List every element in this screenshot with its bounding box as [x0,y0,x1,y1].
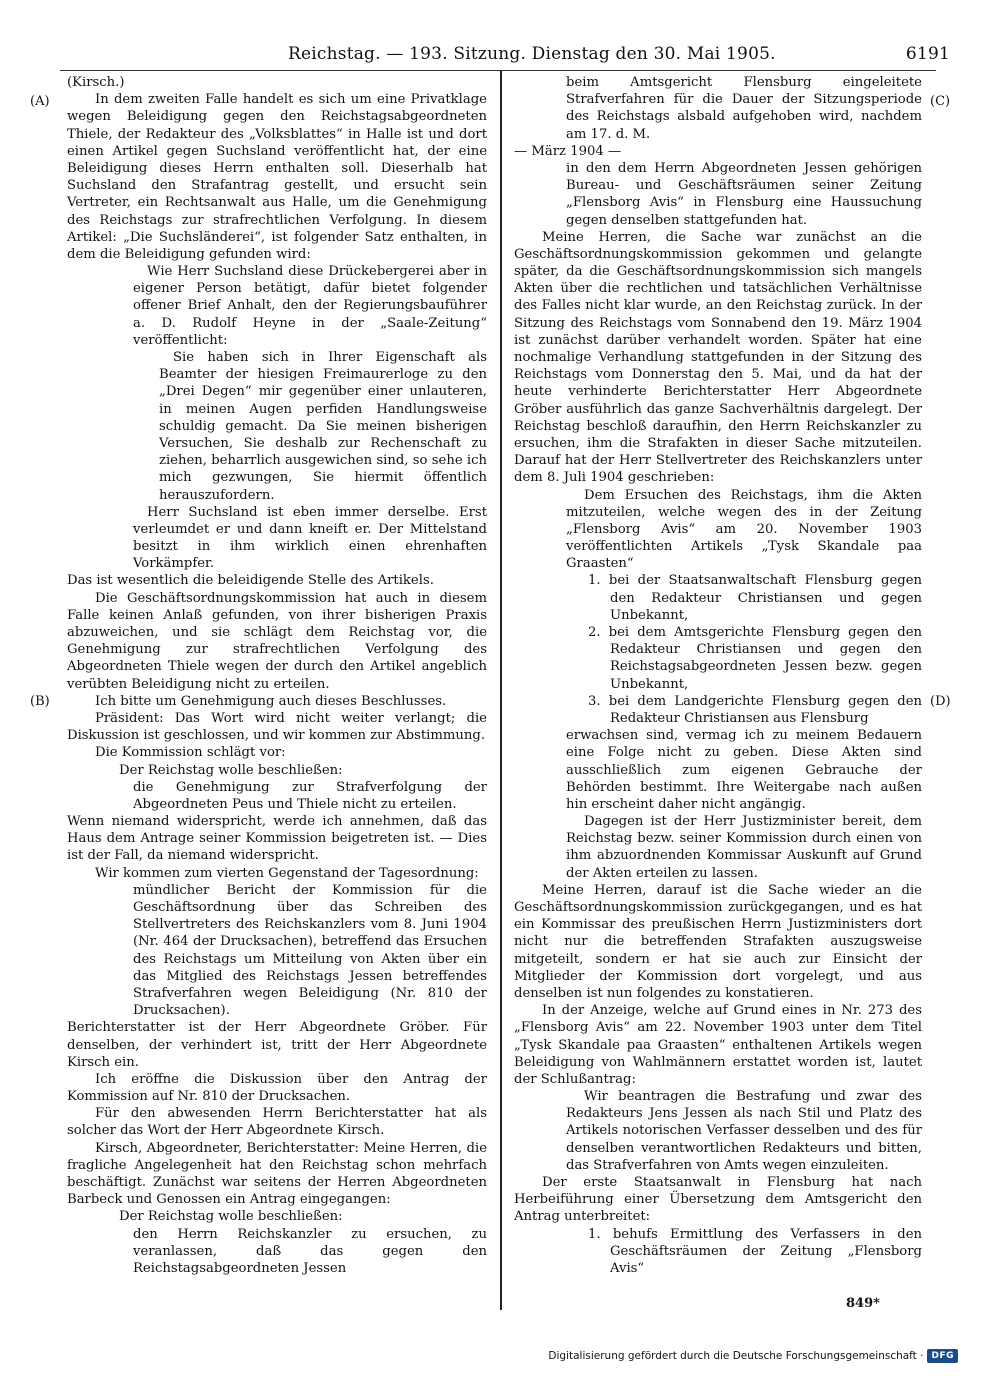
left-column-paragraph: Das ist wesentlich die beleidigende Stelle des Artikels. [67,573,434,589]
left-column-paragraph: Die Kommission schlägt vor: [95,745,286,761]
right-column-paragraph: beim Amtsgericht Flensburg eingeleitete Strafverfahren für die Dauer der Sitzungsperiode des Reichstags alsbald aufgehoben wird, nachdem am 17. d. M. [566,75,922,142]
left-column-paragraph: Sie haben sich in Ihrer Eigenschaft als Beamter der hiesigen Freimaurerloge zu den „Drei Degen“ mir gegenüber einer unlauteren, in meinen Augen perfiden Handlungsweise schuldig gemacht. Da Sie meinen bisherigen Versuchen, Sie deshalb zur Rechenschaft zu ziehen, beharrlich ausgewichen sind, so sehe ich mich gezwungen, Sie hiermit öffentlich herauszufordern. [159,350,487,503]
left-column-paragraph: Ich eröffne die Diskussion über den Antrag der Kommission auf Nr. 810 der Drucksachen. [67,1071,487,1105]
margin-marker-d: (D) [930,694,951,709]
left-column-paragraph: Berichterstatter ist der Herr Abgeordnete Gröber. Für denselben, der verhindert ist, tritt der Herr Abgeordnete Kirsch ein. [67,1020,487,1070]
header-rule [60,70,936,71]
right-column-paragraph: erwachsen sind, vermag ich zu meinem Bedauern eine Folge nicht zu geben. Diese Akten sind ausschließlich zum eigenen Gebrauche der Behörden bestimmt. Ihre Weitergabe nach außen hin erscheint daher nicht angängig. [566,728,922,812]
margin-marker-c: (C) [930,94,951,109]
right-column-paragraph: — März 1904 — [514,143,622,159]
left-column-paragraph: Der Reichstag wolle beschließen: [119,1209,343,1225]
page-title: Reichstag. — 193. Sitzung. Dienstag den 30. Mai 1905. [288,44,776,64]
right-column-paragraph: Meine Herren, darauf ist die Sache wieder an die Geschäftsordnungskommission zurückgegangen, und es hat ein Kommissar des preußischen Herrn Justizministers dort nicht nur die betreffenden Strafakten auszugsweise mitgeteilt, sondern er hat sie auch zur Einsicht der Mitglieder der Kommission dort vorgelegt, und aus denselben ist nun folgendes zu konstatieren. [514,882,922,1001]
right-column-paragraph: in den dem Herrn Abgeordneten Jessen gehörigen Bureau- und Geschäftsräumen seiner Zeitung „Flensborg Avis“ in Flensburg eine Haussuchung gegen denselben stattgefunden hat. [566,160,922,228]
credit-text: Digitalisierung gefördert durch die Deutsche Forschungsgemeinschaft · [548,1350,924,1362]
right-column-paragraph: Der erste Staatsanwalt in Flensburg hat nach Herbeiführung einer Übersetzung dem Amtsgericht den Antrag unterbreitet: [514,1175,922,1225]
left-column-paragraph: die Genehmigung zur Strafverfolgung der Abgeordneten Peus und Thiele nicht zu erteilen. [133,779,487,812]
column-divider [500,70,502,1310]
digitization-credit [548,1349,958,1363]
left-column-paragraph: Ich bitte um Genehmigung auch dieses Beschlusses. [95,693,447,709]
left-column-paragraph: mündlicher Bericht der Kommission für die Geschäftsordnung über das Schreiben des Stellvertreters des Reichskanzlers vom 8. Juni 1904 (Nr. 464 der Drucksachen), betreffend das Ersuchen des Reichstags um Mitteilung von Akten über ein das Mitglied des Reichstags Jessen betreffendes Strafverfahren wegen Beleidigung (Nr. 810 der Drucksachen). [133,882,487,1019]
left-column-paragraph: In dem zweiten Falle handelt es sich um eine Privatklage wegen Beleidigung gegen den Reichstagsabgeordneten Thiele, der Redakteur des „Volksblattes“ in Halle ist und dort einen Artikel gegen Suchsland veröffentlicht hat, der eine Beleidigung dieses Herrn enthalten soll. Dieserhalb hat Suchsland den Strafantrag gestellt, und ersucht sein Vertreter, ein Rechtsanwalt aus Halle, um die Genehmigung des Reichstags zur strafrechtlichen Verfolgung. In diesem Artikel: „Die Suchsländerei“, ist folgender Satz enthalten, in dem die Beleidigung gefunden wird: [67,92,487,262]
left-column-paragraph: (Kirsch.) [67,75,125,90]
left-column-paragraph: Präsident: Das Wort wird nicht weiter verlangt; die Diskussion ist geschlossen, und wir kommen zur Abstimmung. [67,710,487,744]
right-column [514,74,922,1277]
margin-marker-b: (B) [30,694,50,709]
page-number: 6191 [905,44,950,64]
left-column-paragraph: Wie Herr Suchsland diese Drückebergerei aber in eigener Person betätigt, dafür bietet folgender offener Brief Anhalt, den der Regierungsbauführer a. D. Rudolf Heyne in der „Saale-Zeitung“ veröffentlicht: [133,264,487,348]
right-column-paragraph: Wir beantragen die Bestrafung und zwar des Redakteurs Jens Jessen als nach Stil und Platz des Artikels notorischen Verfasser desselben und des für denselben verantwortlichen Redakteurs und bitten, das Strafverfahren von Amts wegen einzuleiten. [566,1089,922,1173]
right-column-paragraph: 2. bei dem Amtsgerichte Flensburg gegen den Redakteur Christiansen und gegen den Reichstagsabgeordneten Jessen bezw. gegen Unbekannt, [588,625,922,692]
left-column-paragraph: den Herrn Reichskanzler zu ersuchen, zu veranlassen, daß das gegen den Reichstagsabgeordneten Jessen [133,1226,487,1276]
left-column-paragraph: Herr Suchsland ist eben immer derselbe. Erst verleumdet er und dann kneift er. Der Mittelstand besitzt in ihm wirklich einen ehrenhaften Vorkämpfer. [133,504,487,572]
left-column [67,74,487,1277]
left-column-paragraph: Kirsch, Abgeordneter, Berichterstatter: Meine Herren, die fragliche Angelegenheit hat den Reichstag schon mehrfach beschäftigt. Zunächst war seitens der Herren Abgeordneten Barbeck und Genossen ein Antrag eingegangen: [67,1140,487,1208]
right-column-paragraph: 1. bei der Staatsanwaltschaft Flensburg gegen den Redakteur Christiansen und gegen Unbekannt, [588,573,922,623]
right-column-paragraph: Dagegen ist der Herr Justizminister bereit, dem Reichstag bezw. seiner Kommission durch einen von ihm abzuordnenden Kommissar Auskunft auf Grund der Akten erteilen zu lassen. [566,814,922,881]
left-column-paragraph: Für den abwesenden Herrn Berichterstatter hat als solcher das Wort der Herr Abgeordnete Kirsch. [67,1106,487,1139]
page-header [80,44,950,68]
left-column-paragraph: Wenn niemand widerspricht, werde ich annehmen, daß das Haus dem Antrage seiner Kommission beigetreten ist. — Dies ist der Fall, da niemand widerspricht. [67,814,487,864]
dfg-logo: DFG [927,1349,958,1363]
right-column-paragraph: Meine Herren, die Sache war zunächst an die Geschäftsordnungskommission gekommen und gelangte später, da die Geschäftsordnungskommission sich mangels Akten über die rechtlichen und tatsächlichen Verhältnisse des Falles nicht klar wurde, an den Reichstag zurück. In der Sitzung des Reichstags vom Sonnabend den 19. März 1904 ist zunächst darüber verhandelt worden. Später hat eine nochmalige Verhandlung stattgefunden in der Sitzung des Reichstags vom Donnerstag den 5. Mai, und da hat der heute verhinderte Berichterstatter Herr Abgeordnete Gröber ausführlich das ganze Sachverhältnis dargelegt. Der Reichstag beschloß daraufhin, den Herrn Reichskanzler zu ersuchen, ihm die Strafakten in dieser Sache mitzuteilen. Darauf hat der Herr Stellvertreter des Reichskanzlers unter dem 8. Juli 1904 geschrieben: [514,229,922,486]
left-column-paragraph: Der Reichstag wolle beschließen: [119,762,343,778]
left-column-paragraph: Die Geschäftsordnungskommission hat auch in diesem Falle keinen Anlaß gefunden, von ihrer bisherigen Praxis abzuweichen, und sie schlägt dem Reichstag vor, die Genehmigung zur strafrechtlichen Verfolgung des Abgeordneten Thiele wegen der durch den Artikel angeblich verübten Beleidigung nicht zu erteilen. [67,590,487,692]
right-column-paragraph: 1. behufs Ermittlung des Verfassers in den Geschäftsräumen der Zeitung „Flensborg Avis“ [588,1226,922,1276]
left-column-paragraph: Wir kommen zum vierten Gegenstand der Tagesordnung: [95,865,479,881]
right-column-paragraph: Dem Ersuchen des Reichstags, ihm die Akten mitzuteilen, welche wegen des in der Zeitung „Flensborg Avis“ am 20. November 1903 veröffentlichten Artikels „Tysk Skandale paa Graasten“ [566,487,922,572]
right-column-paragraph: 3. bei dem Landgerichte Flensburg gegen den Redakteur Christiansen aus Flensburg [588,693,922,726]
right-column-paragraph: In der Anzeige, welche auf Grund eines in Nr. 273 des „Flensborg Avis“ am 22. November 1903 unter dem Titel „Tysk Skandale paa Graasten“ enthaltenen Artikels wegen Beleidigung von Wahlmännern erstattet worden ist, lautet der Schlußantrag: [514,1003,922,1087]
margin-marker-a: (A) [30,94,50,109]
sheet-signature: 849* [846,1296,880,1311]
